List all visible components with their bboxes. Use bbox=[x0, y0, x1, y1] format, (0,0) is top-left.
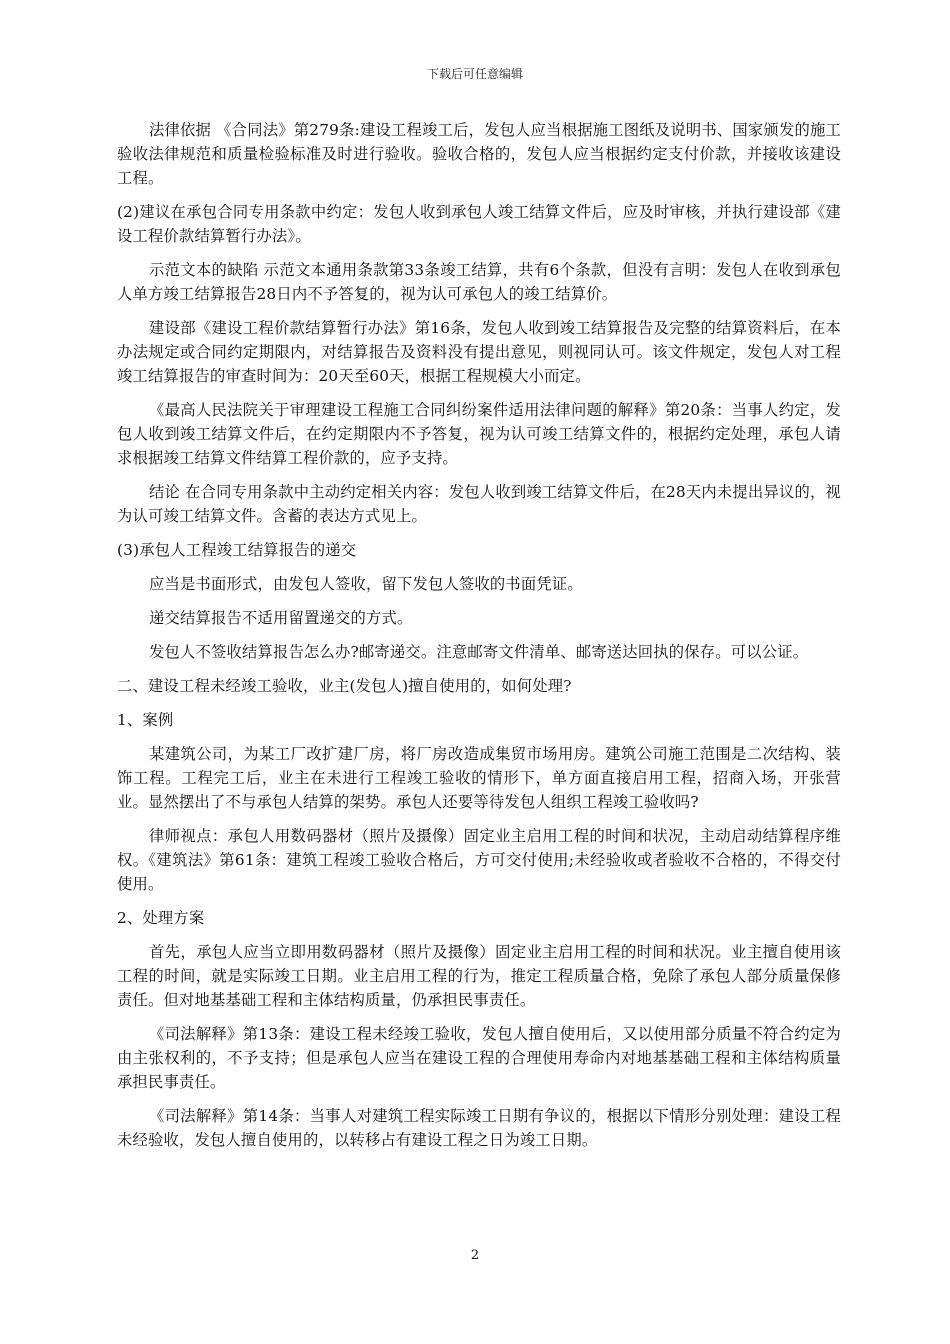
section-heading: 2、处理方案 bbox=[117, 909, 205, 927]
document-body bbox=[117, 118, 841, 1162]
paragraph: 递交结算报告不适用留置递交的方式。 bbox=[149, 609, 413, 627]
paragraph: 律师视点：承包人用数码器材（照片及摄像）固定业主启用工程的时间和状况，主动启动结算程序维权。《建筑法》第61条：建筑工程竣工验收合格后，方可交付使用;未经验收或者验收不合格的，不得交付使用。 bbox=[117, 827, 841, 893]
paragraph: 某建筑公司，为某工厂改扩建厂房，将厂房改造成集贸市场用房。建筑公司施工范围是二次结构、装饰工程。工程完工后，业主在未进行工程竣工验收的情形下，单方面直接启用工程，招商入场，开张营业。显然摆出了不与承包人结算的架势。承包人还要等待发包人组织工程竣工验收吗? bbox=[117, 745, 841, 811]
paragraph: 应当是书面形式，由发包人签收，留下发包人签收的书面凭证。 bbox=[149, 575, 583, 593]
paragraph: 《司法解释》第13条：建设工程未经竣工验收，发包人擅自使用后，又以使用部分质量不符合约定为由主张权利的，不予支持；但是承包人应当在建设工程的合理使用寿命内对地基基础工程和主体结构质量承担民事责任。 bbox=[117, 1025, 841, 1091]
paragraph: 结论 在合同专用条款中主动约定相关内容：发包人收到竣工结算文件后，在28天内未提出异议的，视为认可竣工结算文件。含蓄的表达方式见上。 bbox=[117, 483, 841, 525]
paragraph: 《最高人民法院关于审理建设工程施工合同纠纷案件适用法律问题的解释》第20条：当事人约定，发包人收到竣工结算文件后，在约定期限内不予答复，视为认可竣工结算文件的，根据约定处理，承包人请求根据竣工结算文件结算工程价款的，应予支持。 bbox=[117, 401, 841, 467]
section-heading: 1、案例 bbox=[117, 711, 174, 729]
paragraph: 示范文本的缺陷 示范文本通用条款第33条竣工结算，共有6个条款，但没有言明：发包人在收到承包人单方竣工结算报告28日内不予答复的，视为认可承包人的竣工结算价。 bbox=[117, 261, 841, 303]
page-number: 2 bbox=[470, 1248, 480, 1263]
paragraph: 法律依据 《合同法》第279条:建设工程竣工后，发包人应当根据施工图纸及说明书、国家颁发的施工验收法律规范和质量检验标准及时进行验收。验收合格的，发包人应当根据约定支付价款，并接收该建设工程。 bbox=[117, 121, 841, 187]
paragraph: 首先，承包人应当立即用数码器材（照片及摄像）固定业主启用工程的时间和状况。业主擅自使用该工程的时间，就是实际竣工日期。业主启用工程的行为，推定工程质量合格，免除了承包人部分质量保修责任。但对地基基础工程和主体结构质量，仍承担民事责任。 bbox=[117, 943, 841, 1009]
paragraph: 发包人不签收结算报告怎么办?邮寄递交。注意邮寄文件清单、邮寄送达回执的保存。可以公证。 bbox=[149, 643, 809, 661]
paragraph: 《司法解释》第14条：当事人对建筑工程实际竣工日期有争议的，根据以下情形分别处理：建设工程未经验收，发包人擅自使用的，以转移占有建设工程之日为竣工日期。 bbox=[117, 1107, 841, 1149]
page-header: 下载后可任意编辑 bbox=[426, 67, 523, 81]
paragraph: 建设部《建设工程价款结算暂行办法》第16条，发包人收到竣工结算报告及完整的结算资料后，在本办法规定或合同约定期限内，对结算报告及资料没有提出意见，则视同认可。该文件规定，发包人对工程竣工结算报告的审查时间为：20天至60天，根据工程规模大小而定。 bbox=[117, 319, 841, 385]
section-heading: (3)承包人工程竣工结算报告的递交 bbox=[117, 541, 357, 559]
section-heading: 二、建设工程未经竣工验收，业主(发包人)擅自使用的，如何处理? bbox=[117, 677, 572, 695]
paragraph: (2)建议在承包合同专用条款中约定：发包人收到承包人竣工结算文件后，应及时审核，并执行建设部《建设工程价款结算暂行办法》。 bbox=[117, 203, 841, 245]
